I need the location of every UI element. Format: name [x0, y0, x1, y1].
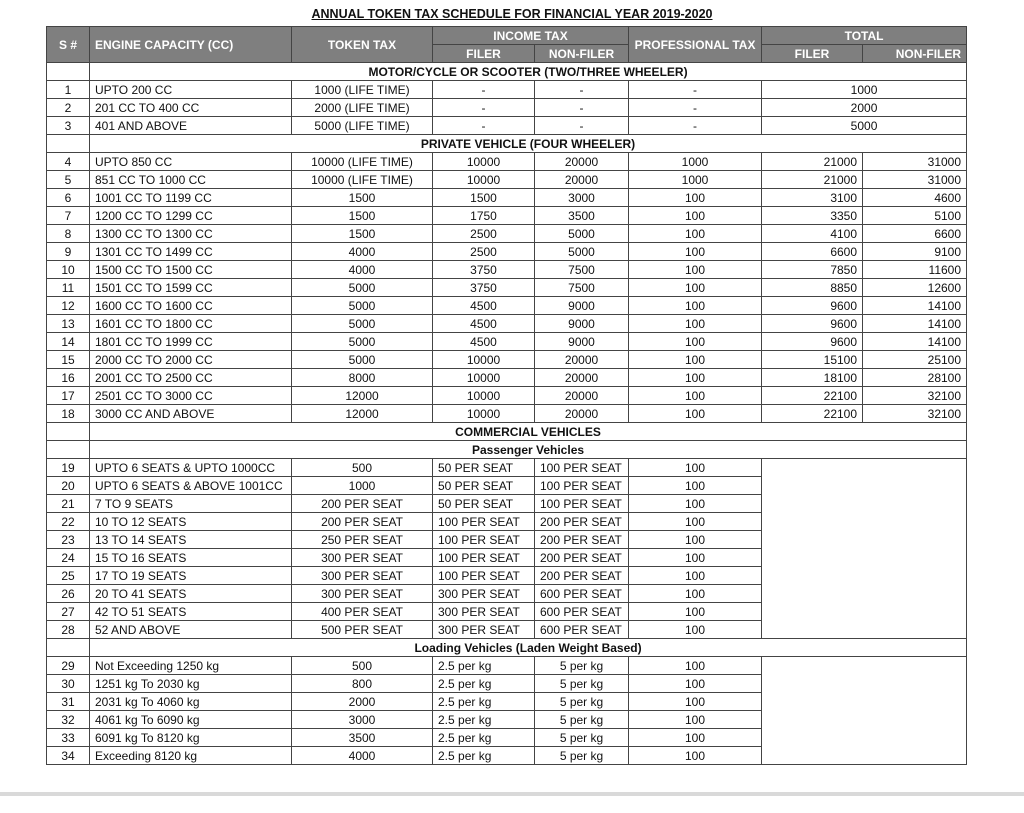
professional-tax-cell: -: [629, 81, 762, 99]
total-filer-cell: 21000: [762, 171, 863, 189]
income-filer-cell: 10000: [433, 369, 535, 387]
row-number: 21: [47, 495, 90, 513]
row-number: 25: [47, 567, 90, 585]
token-tax-cell: 500: [292, 657, 433, 675]
income-nonfiler-cell: -: [535, 117, 629, 135]
professional-tax-cell: 100: [629, 675, 762, 693]
total-nonfiler-cell: 31000: [863, 153, 967, 171]
header-total: TOTAL: [762, 27, 967, 45]
engine-capacity-cell: 401 AND ABOVE: [90, 117, 292, 135]
income-nonfiler-cell: 20000: [535, 171, 629, 189]
row-number: 8: [47, 225, 90, 243]
table-row: [47, 243, 967, 261]
table-row: [47, 81, 967, 99]
engine-capacity-cell: 3000 CC AND ABOVE: [90, 405, 292, 423]
engine-capacity-cell: UPTO 6 SEATS & ABOVE 1001CC: [90, 477, 292, 495]
engine-capacity-cell: Not Exceeding 1250 kg: [90, 657, 292, 675]
professional-tax-cell: 100: [629, 621, 762, 639]
income-nonfiler-cell: 7500: [535, 279, 629, 297]
row-number: 31: [47, 693, 90, 711]
token-tax-cell: 200 PER SEAT: [292, 513, 433, 531]
row-number: 9: [47, 243, 90, 261]
row-number: 15: [47, 351, 90, 369]
engine-capacity-cell: Exceeding 8120 kg: [90, 747, 292, 765]
income-filer-cell: 300 PER SEAT: [433, 603, 535, 621]
row-number: 24: [47, 549, 90, 567]
income-filer-cell: 10000: [433, 387, 535, 405]
token-tax-cell: 4000: [292, 747, 433, 765]
professional-tax-cell: 100: [629, 693, 762, 711]
row-number: 32: [47, 711, 90, 729]
professional-tax-cell: 100: [629, 549, 762, 567]
header-engine-capacity: ENGINE CAPACITY (CC): [90, 27, 292, 63]
token-tax-cell: 300 PER SEAT: [292, 549, 433, 567]
row-number: 22: [47, 513, 90, 531]
engine-capacity-cell: 1601 CC TO 1800 CC: [90, 315, 292, 333]
token-tax-cell: 4000: [292, 243, 433, 261]
token-tax-cell: 3000: [292, 711, 433, 729]
income-filer-cell: 300 PER SEAT: [433, 585, 535, 603]
header-sno: S #: [47, 27, 90, 63]
total-filer-cell: 8850: [762, 279, 863, 297]
header-professional-tax: PROFESSIONAL TAX: [629, 27, 762, 63]
income-filer-cell: 100 PER SEAT: [433, 549, 535, 567]
professional-tax-cell: 100: [629, 405, 762, 423]
table-row: [47, 279, 967, 297]
section-passenger: Passenger Vehicles: [90, 441, 967, 459]
income-nonfiler-cell: 200 PER SEAT: [535, 567, 629, 585]
total-filer-cell: 3350: [762, 207, 863, 225]
professional-tax-cell: 1000: [629, 171, 762, 189]
token-tax-cell: 5000: [292, 351, 433, 369]
table-row: [47, 315, 967, 333]
section-row: [47, 63, 967, 81]
income-nonfiler-cell: 100 PER SEAT: [535, 477, 629, 495]
income-filer-cell: -: [433, 117, 535, 135]
income-filer-cell: 10000: [433, 153, 535, 171]
token-tax-cell: 2000 (LIFE TIME): [292, 99, 433, 117]
income-nonfiler-cell: 20000: [535, 153, 629, 171]
row-number: 16: [47, 369, 90, 387]
token-tax-cell: 5000: [292, 297, 433, 315]
income-nonfiler-cell: 7500: [535, 261, 629, 279]
total-nonfiler-cell: 28100: [863, 369, 967, 387]
income-nonfiler-cell: 5 per kg: [535, 657, 629, 675]
income-filer-cell: 2.5 per kg: [433, 693, 535, 711]
row-number: 17: [47, 387, 90, 405]
total-nonfiler-cell: 11600: [863, 261, 967, 279]
table-row: [47, 405, 967, 423]
section-row: [47, 441, 967, 459]
table-row: [47, 171, 967, 189]
total-filer-cell: 9600: [762, 333, 863, 351]
total-filer-cell: 22100: [762, 405, 863, 423]
income-nonfiler-cell: 5 per kg: [535, 729, 629, 747]
section-spacer-cell: [47, 135, 90, 153]
token-tax-cell: 10000 (LIFE TIME): [292, 153, 433, 171]
engine-capacity-cell: 1600 CC TO 1600 CC: [90, 297, 292, 315]
total-filer-cell: 15100: [762, 351, 863, 369]
row-number: 11: [47, 279, 90, 297]
income-nonfiler-cell: -: [535, 81, 629, 99]
engine-capacity-cell: 1300 CC TO 1300 CC: [90, 225, 292, 243]
token-tax-cell: 1500: [292, 207, 433, 225]
professional-tax-cell: 100: [629, 747, 762, 765]
professional-tax-cell: 100: [629, 729, 762, 747]
token-tax-cell: 500 PER SEAT: [292, 621, 433, 639]
row-number: 19: [47, 459, 90, 477]
income-nonfiler-cell: 5 per kg: [535, 693, 629, 711]
income-nonfiler-cell: 200 PER SEAT: [535, 549, 629, 567]
total-nonfiler-cell: 32100: [863, 405, 967, 423]
professional-tax-cell: 100: [629, 567, 762, 585]
total-filer-cell: 4100: [762, 225, 863, 243]
income-nonfiler-cell: 20000: [535, 351, 629, 369]
token-tax-cell: 1500: [292, 225, 433, 243]
table-row: [47, 387, 967, 405]
header-token-tax: TOKEN TAX: [292, 27, 433, 63]
income-nonfiler-cell: 5000: [535, 243, 629, 261]
income-filer-cell: 100 PER SEAT: [433, 513, 535, 531]
income-nonfiler-cell: -: [535, 99, 629, 117]
engine-capacity-cell: 4061 kg To 6090 kg: [90, 711, 292, 729]
engine-capacity-cell: 52 AND ABOVE: [90, 621, 292, 639]
income-nonfiler-cell: 9000: [535, 297, 629, 315]
engine-capacity-cell: 20 TO 41 SEATS: [90, 585, 292, 603]
token-tax-cell: 5000 (LIFE TIME): [292, 117, 433, 135]
section-loading: Loading Vehicles (Laden Weight Based): [90, 639, 967, 657]
income-filer-cell: 10000: [433, 405, 535, 423]
engine-capacity-cell: 42 TO 51 SEATS: [90, 603, 292, 621]
income-filer-cell: 10000: [433, 351, 535, 369]
table-row: [47, 225, 967, 243]
engine-capacity-cell: 2000 CC TO 2000 CC: [90, 351, 292, 369]
table-row: [47, 99, 967, 117]
engine-capacity-cell: UPTO 6 SEATS & UPTO 1000CC: [90, 459, 292, 477]
income-filer-cell: 2.5 per kg: [433, 711, 535, 729]
token-tax-cell: 300 PER SEAT: [292, 567, 433, 585]
professional-tax-cell: 100: [629, 369, 762, 387]
engine-capacity-cell: 1251 kg To 2030 kg: [90, 675, 292, 693]
professional-tax-cell: 1000: [629, 153, 762, 171]
table-row: [47, 369, 967, 387]
table-row: [47, 117, 967, 135]
total-filer-cell: 21000: [762, 153, 863, 171]
engine-capacity-cell: 201 CC TO 400 CC: [90, 99, 292, 117]
token-tax-cell: 400 PER SEAT: [292, 603, 433, 621]
token-tax-cell: 10000 (LIFE TIME): [292, 171, 433, 189]
professional-tax-cell: 100: [629, 657, 762, 675]
row-number: 5: [47, 171, 90, 189]
income-filer-cell: 300 PER SEAT: [433, 621, 535, 639]
engine-capacity-cell: UPTO 200 CC: [90, 81, 292, 99]
engine-capacity-cell: 6091 kg To 8120 kg: [90, 729, 292, 747]
income-filer-cell: 2.5 per kg: [433, 657, 535, 675]
professional-tax-cell: 100: [629, 495, 762, 513]
income-nonfiler-cell: 5 per kg: [535, 747, 629, 765]
section-commercial: COMMERCIAL VEHICLES: [90, 423, 967, 441]
empty-total-cell: [762, 459, 967, 639]
professional-tax-cell: 100: [629, 333, 762, 351]
section-spacer-cell: [47, 63, 90, 81]
total-filer-cell: 6600: [762, 243, 863, 261]
income-filer-cell: 1500: [433, 189, 535, 207]
table-row: [47, 189, 967, 207]
income-nonfiler-cell: 3000: [535, 189, 629, 207]
total-nonfiler-cell: 32100: [863, 387, 967, 405]
professional-tax-cell: 100: [629, 387, 762, 405]
section-spacer-cell: [47, 639, 90, 657]
row-number: 18: [47, 405, 90, 423]
professional-tax-cell: 100: [629, 297, 762, 315]
total-filer-cell: 22100: [762, 387, 863, 405]
total-nonfiler-cell: 5100: [863, 207, 967, 225]
income-filer-cell: 50 PER SEAT: [433, 477, 535, 495]
professional-tax-cell: 100: [629, 459, 762, 477]
row-number: 7: [47, 207, 90, 225]
income-nonfiler-cell: 9000: [535, 333, 629, 351]
income-filer-cell: 50 PER SEAT: [433, 459, 535, 477]
table-row: [47, 207, 967, 225]
income-nonfiler-cell: 9000: [535, 315, 629, 333]
header-income-filer: FILER: [433, 45, 535, 63]
professional-tax-cell: 100: [629, 243, 762, 261]
token-tax-cell: 5000: [292, 279, 433, 297]
total-cell: 5000: [762, 117, 967, 135]
total-cell: 1000: [762, 81, 967, 99]
income-filer-cell: 100 PER SEAT: [433, 567, 535, 585]
engine-capacity-cell: 2001 CC TO 2500 CC: [90, 369, 292, 387]
token-tax-cell: 800: [292, 675, 433, 693]
row-number: 3: [47, 117, 90, 135]
section-motorcycle: MOTOR/CYCLE OR SCOOTER (TWO/THREE WHEELER): [90, 63, 967, 81]
empty-total-cell: [762, 657, 967, 765]
table-row: [47, 261, 967, 279]
engine-capacity-cell: 1301 CC TO 1499 CC: [90, 243, 292, 261]
row-number: 14: [47, 333, 90, 351]
token-tax-cell: 12000: [292, 405, 433, 423]
table-row: [47, 153, 967, 171]
engine-capacity-cell: 851 CC TO 1000 CC: [90, 171, 292, 189]
row-number: 10: [47, 261, 90, 279]
row-number: 2: [47, 99, 90, 117]
row-number: 23: [47, 531, 90, 549]
total-filer-cell: 3100: [762, 189, 863, 207]
document-title: ANNUAL TOKEN TAX SCHEDULE FOR FINANCIAL YEAR 2019-2020: [311, 7, 713, 21]
row-number: 27: [47, 603, 90, 621]
header-total-filer: FILER: [762, 45, 863, 63]
engine-capacity-cell: 13 TO 14 SEATS: [90, 531, 292, 549]
professional-tax-cell: -: [629, 99, 762, 117]
professional-tax-cell: 100: [629, 603, 762, 621]
professional-tax-cell: 100: [629, 225, 762, 243]
token-tax-cell: 2000: [292, 693, 433, 711]
table-row: [47, 459, 967, 477]
income-filer-cell: -: [433, 81, 535, 99]
token-tax-cell: 1500: [292, 189, 433, 207]
total-nonfiler-cell: 14100: [863, 315, 967, 333]
income-filer-cell: 2500: [433, 243, 535, 261]
income-filer-cell: 2.5 per kg: [433, 675, 535, 693]
total-cell: 2000: [762, 99, 967, 117]
professional-tax-cell: 100: [629, 315, 762, 333]
engine-capacity-cell: 1200 CC TO 1299 CC: [90, 207, 292, 225]
income-nonfiler-cell: 3500: [535, 207, 629, 225]
engine-capacity-cell: 2501 CC TO 3000 CC: [90, 387, 292, 405]
income-filer-cell: 3750: [433, 261, 535, 279]
total-filer-cell: 7850: [762, 261, 863, 279]
engine-capacity-cell: 1001 CC TO 1199 CC: [90, 189, 292, 207]
table-row: [47, 333, 967, 351]
row-number: 29: [47, 657, 90, 675]
token-tax-cell: 12000: [292, 387, 433, 405]
professional-tax-cell: 100: [629, 477, 762, 495]
table-row: [47, 657, 967, 675]
income-filer-cell: 100 PER SEAT: [433, 531, 535, 549]
token-tax-cell: 5000: [292, 315, 433, 333]
total-filer-cell: 9600: [762, 315, 863, 333]
engine-capacity-cell: 7 TO 9 SEATS: [90, 495, 292, 513]
income-nonfiler-cell: 200 PER SEAT: [535, 531, 629, 549]
row-number: 4: [47, 153, 90, 171]
professional-tax-cell: 100: [629, 351, 762, 369]
header-income-tax: INCOME TAX: [433, 27, 629, 45]
row-number: 34: [47, 747, 90, 765]
token-tax-cell: 3500: [292, 729, 433, 747]
engine-capacity-cell: 1801 CC TO 1999 CC: [90, 333, 292, 351]
income-filer-cell: 1750: [433, 207, 535, 225]
engine-capacity-cell: 15 TO 16 SEATS: [90, 549, 292, 567]
table-body: [47, 63, 967, 765]
token-tax-cell: 250 PER SEAT: [292, 531, 433, 549]
token-tax-cell: 1000 (LIFE TIME): [292, 81, 433, 99]
token-tax-cell: 4000: [292, 261, 433, 279]
income-nonfiler-cell: 20000: [535, 405, 629, 423]
section-row: [47, 423, 967, 441]
table-row: [47, 297, 967, 315]
professional-tax-cell: 100: [629, 585, 762, 603]
header-income-nonfiler: NON-FILER: [535, 45, 629, 63]
total-nonfiler-cell: 25100: [863, 351, 967, 369]
engine-capacity-cell: 1500 CC TO 1500 CC: [90, 261, 292, 279]
total-nonfiler-cell: 14100: [863, 297, 967, 315]
row-number: 13: [47, 315, 90, 333]
engine-capacity-cell: UPTO 850 CC: [90, 153, 292, 171]
income-filer-cell: 2.5 per kg: [433, 747, 535, 765]
income-nonfiler-cell: 20000: [535, 387, 629, 405]
professional-tax-cell: 100: [629, 711, 762, 729]
row-number: 12: [47, 297, 90, 315]
income-nonfiler-cell: 100 PER SEAT: [535, 495, 629, 513]
section-spacer-cell: [47, 423, 90, 441]
token-tax-cell: 8000: [292, 369, 433, 387]
income-nonfiler-cell: 5000: [535, 225, 629, 243]
row-number: 28: [47, 621, 90, 639]
section-spacer-cell: [47, 441, 90, 459]
divider: [0, 792, 1024, 796]
row-number: 33: [47, 729, 90, 747]
income-nonfiler-cell: 20000: [535, 369, 629, 387]
income-nonfiler-cell: 600 PER SEAT: [535, 621, 629, 639]
professional-tax-cell: 100: [629, 513, 762, 531]
token-tax-cell: 500: [292, 459, 433, 477]
token-tax-cell: 200 PER SEAT: [292, 495, 433, 513]
professional-tax-cell: 100: [629, 279, 762, 297]
row-number: 1: [47, 81, 90, 99]
income-filer-cell: 10000: [433, 171, 535, 189]
income-filer-cell: 3750: [433, 279, 535, 297]
engine-capacity-cell: 17 TO 19 SEATS: [90, 567, 292, 585]
income-nonfiler-cell: 200 PER SEAT: [535, 513, 629, 531]
row-number: 26: [47, 585, 90, 603]
income-nonfiler-cell: 600 PER SEAT: [535, 603, 629, 621]
token-tax-cell: 1000: [292, 477, 433, 495]
professional-tax-cell: 100: [629, 261, 762, 279]
tax-schedule-table: [46, 26, 967, 765]
professional-tax-cell: 100: [629, 531, 762, 549]
total-nonfiler-cell: 9100: [863, 243, 967, 261]
section-row: [47, 135, 967, 153]
total-nonfiler-cell: 4600: [863, 189, 967, 207]
total-nonfiler-cell: 6600: [863, 225, 967, 243]
row-number: 30: [47, 675, 90, 693]
section-row: [47, 639, 967, 657]
token-tax-cell: 5000: [292, 333, 433, 351]
engine-capacity-cell: 1501 CC TO 1599 CC: [90, 279, 292, 297]
income-nonfiler-cell: 600 PER SEAT: [535, 585, 629, 603]
income-filer-cell: 4500: [433, 297, 535, 315]
header-total-nonfiler: NON-FILER: [863, 45, 967, 63]
income-filer-cell: 2500: [433, 225, 535, 243]
row-number: 6: [47, 189, 90, 207]
income-filer-cell: 4500: [433, 333, 535, 351]
header-row-1: [47, 27, 967, 45]
income-nonfiler-cell: 5 per kg: [535, 711, 629, 729]
professional-tax-cell: 100: [629, 207, 762, 225]
total-filer-cell: 18100: [762, 369, 863, 387]
income-filer-cell: 50 PER SEAT: [433, 495, 535, 513]
income-filer-cell: 4500: [433, 315, 535, 333]
section-private: PRIVATE VEHICLE (FOUR WHEELER): [90, 135, 967, 153]
table-row: [47, 351, 967, 369]
token-tax-cell: 300 PER SEAT: [292, 585, 433, 603]
income-nonfiler-cell: 100 PER SEAT: [535, 459, 629, 477]
total-nonfiler-cell: 31000: [863, 171, 967, 189]
engine-capacity-cell: 2031 kg To 4060 kg: [90, 693, 292, 711]
professional-tax-cell: -: [629, 117, 762, 135]
total-filer-cell: 9600: [762, 297, 863, 315]
total-nonfiler-cell: 12600: [863, 279, 967, 297]
income-filer-cell: -: [433, 99, 535, 117]
professional-tax-cell: 100: [629, 189, 762, 207]
row-number: 20: [47, 477, 90, 495]
engine-capacity-cell: 10 TO 12 SEATS: [90, 513, 292, 531]
total-nonfiler-cell: 14100: [863, 333, 967, 351]
income-filer-cell: 2.5 per kg: [433, 729, 535, 747]
income-nonfiler-cell: 5 per kg: [535, 675, 629, 693]
